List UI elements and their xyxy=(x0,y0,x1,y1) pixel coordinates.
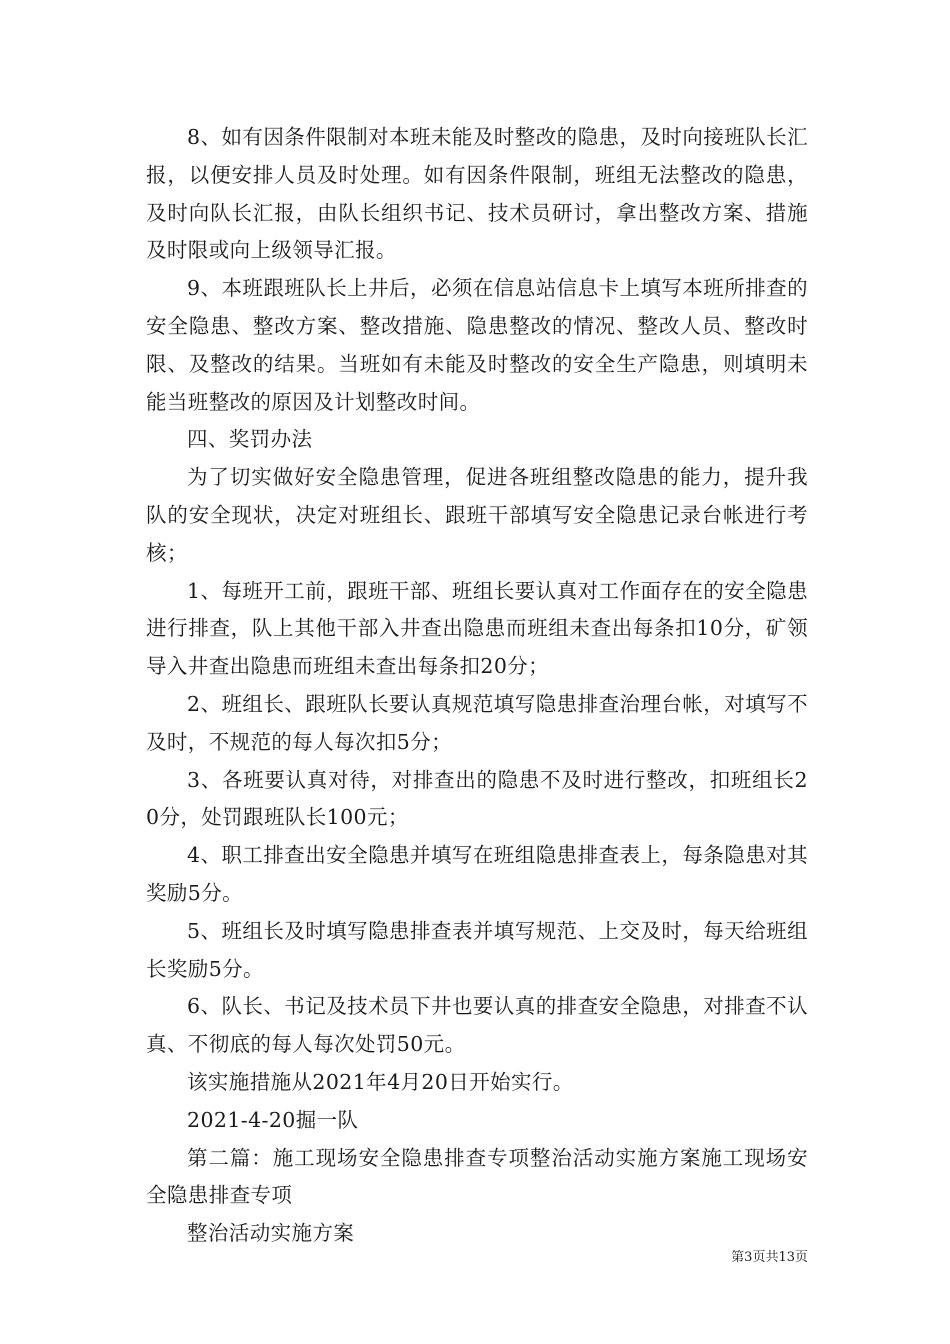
document-body xyxy=(146,119,808,1253)
paragraph-item-9: 9、本班跟班队长上井后，必须在信息站信息卡上填写本班所排查的安全隐患、整改方案、整改措施、隐患整改的情况、整改人员、整改时限、及整改的结果。当班如有未能及时整改的安全生产隐患，则填明未能当班整改的原因及计划整改时间。 xyxy=(146,276,808,414)
paragraph-rule-1: 1、每班开工前，跟班干部、班组长要认真对工作面存在的安全隐患进行排查，队上其他干部入井查出隐患而班组未查出每条扣10分，矿领导入井查出隐患而班组未查出每条扣20分； xyxy=(146,578,808,679)
paragraph-rule-3: 3、各班要认真对待，对排查出的隐患不及时进行整改，扣班组长20分，处罚跟班队长100元； xyxy=(146,767,808,830)
paragraph-part-two-subtitle: 整治活动实施方案 xyxy=(187,1221,355,1246)
paragraph-item-8: 8、如有因条件限制对本班未能及时整改的隐患，及时向接班队长汇报，以便安排人员及时处理。如有因条件限制，班组无法整改的隐患，及时向队长汇报，由队长组织书记、技术员研讨，拿出整改方案、措施及时限或向上级领导汇报。 xyxy=(146,125,808,263)
paragraph-rule-2: 2、班组长、跟班队长要认真规范填写隐患排查治理台帐，对填写不及时，不规范的每人每次扣5分； xyxy=(146,691,808,754)
paragraph-part-two-title: 第二篇：施工现场安全隐患排查专项整治活动实施方案施工现场安全隐患排查专项 xyxy=(146,1145,808,1208)
paragraph-effective-date: 该实施措施从2021年4月20日开始实行。 xyxy=(187,1069,574,1094)
paragraph-rule-4: 4、职工排查出安全隐患并填写在班组隐患排查表上，每条隐患对其奖励5分。 xyxy=(146,843,808,905)
section-heading-rewards: 四、奖罚办法 xyxy=(187,427,313,452)
paragraph-rule-5: 5、班组长及时填写隐患排查表并填写规范、上交及时，每天给班组长奖励5分。 xyxy=(146,918,808,981)
paragraph-rule-6: 6、队长、书记及技术员下井也要认真的排查安全隐患，对排查不认真、不彻底的每人每次处罚50元。 xyxy=(146,994,808,1057)
paragraph-signature-date: 2021-4-20掘一队 xyxy=(187,1107,359,1132)
page-number: 第3页共13页 xyxy=(731,1250,808,1265)
paragraph-intro-assessment: 为了切实做好安全隐患管理，促进各班组整改隐患的能力，提升我队的安全现状，决定对班组长、跟班干部填写安全隐患记录台帐进行考核； xyxy=(146,465,808,565)
